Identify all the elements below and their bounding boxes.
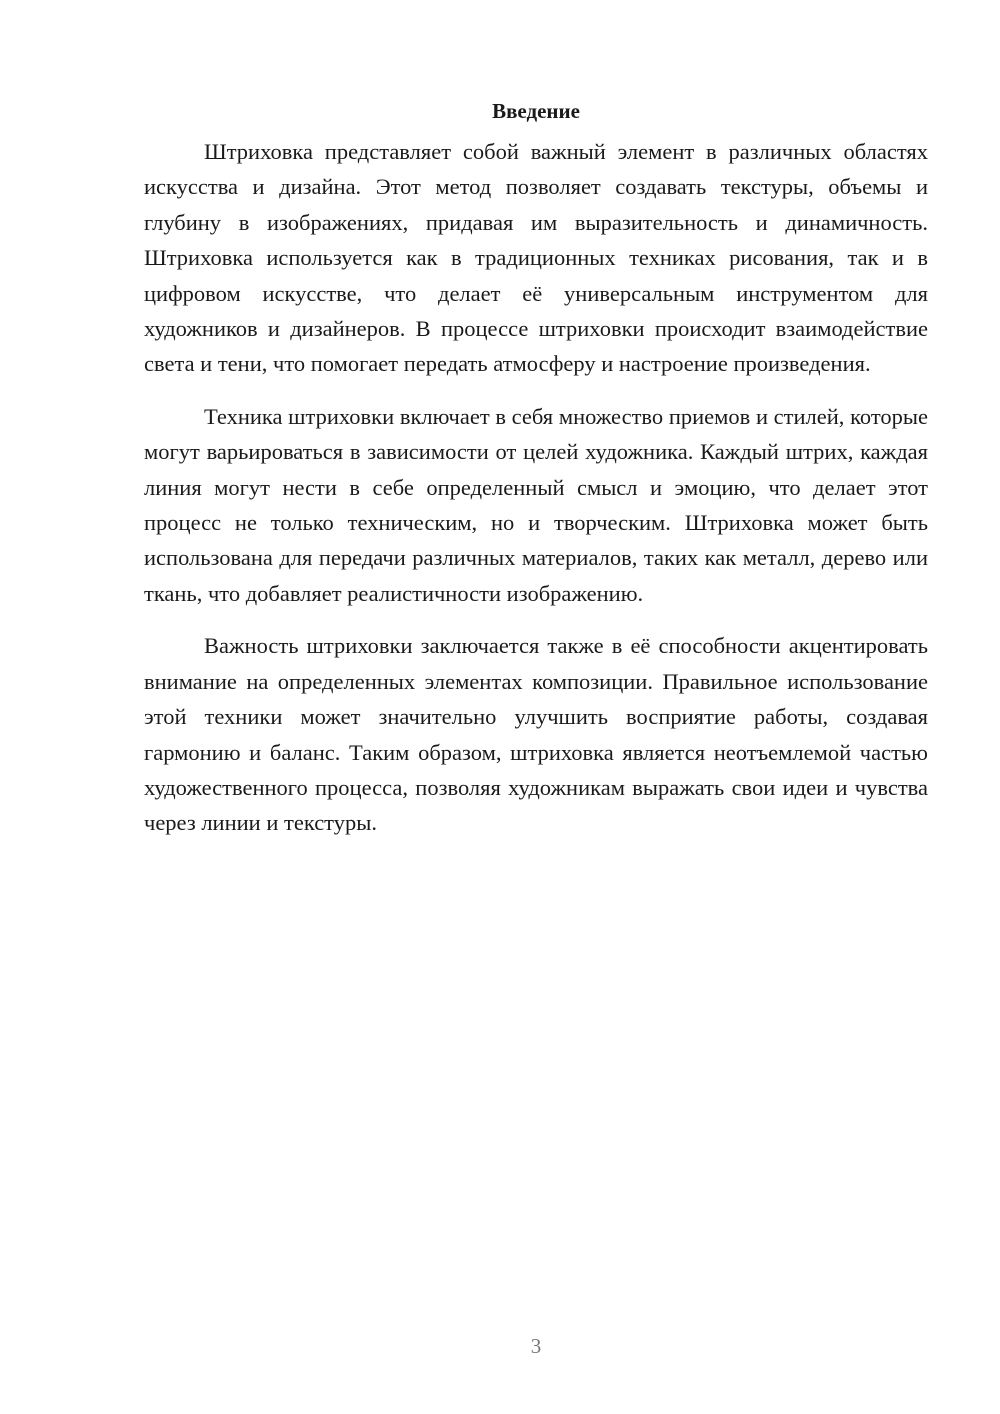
page-content <box>144 96 928 858</box>
paragraph-2: Техника штриховки включает в себя множество приемов и стилей, которые могут варьироваться в зависимости от целей художника. Каждый штрих, каждая линия могут нести в себе определенный смысл и эмоцию, что делает этот процесс не только техническим, но и творческим. Штриховка может быть использована для передачи различных материалов, таких как металл, дерево или ткань, что добавляет реалистичности изображению. <box>144 403 928 606</box>
page-number: 3 <box>530 1334 542 1358</box>
paragraph-3: Важность штриховки заключается также в её способности акцентировать внимание на определенных элементах композиции. Правильное использование этой техники может значительно улучшить восприятие работы, создавая гармонию и баланс. Таким образом, штриховка является неотъемлемой частью художественного процесса, позволяя художникам выражать свои идеи и чувства через линии и текстуры. <box>144 633 928 836</box>
paragraph-1: Штриховка представляет собой важный элемент в различных областях искусства и дизайна. Этот метод позволяет создавать текстуры, объемы и глубину в изображениях, придавая им выразительность и динамичность. Штриховка используется как в традиционных техниках рисования, так и в цифровом искусстве, что делает её универсальным инструментом для художников и дизайнеров. В процессе штриховки происходит взаимодействие света и тени, что помогает передать атмосферу и настроение произведения. <box>144 139 928 377</box>
section-title: Введение <box>492 99 580 123</box>
